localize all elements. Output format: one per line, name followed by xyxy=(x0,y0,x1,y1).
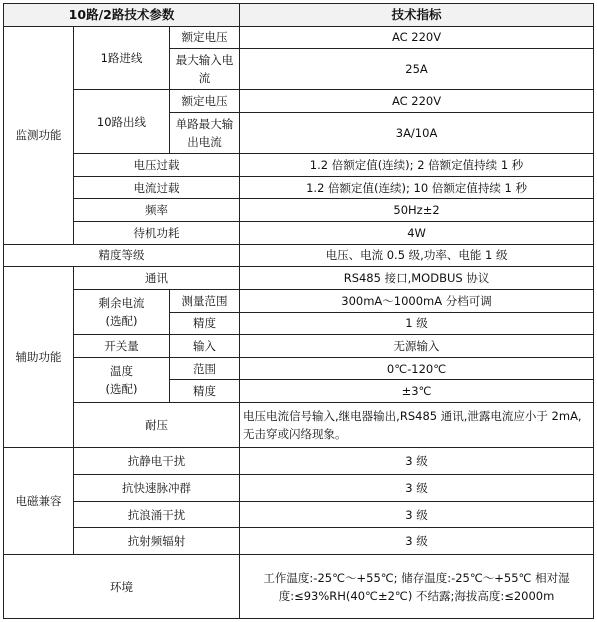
aux-label: 辅助功能 xyxy=(4,267,74,448)
out10-rated-voltage-name: 额定电压 xyxy=(170,90,240,113)
temp-range-name: 范围 xyxy=(170,357,240,380)
standby-power-value: 4W xyxy=(240,222,594,245)
withstand-value: 电压电流信号输入,继电器输出,RS485 通讯,泄露电流应小于 2mA,无击穿或闪络现象。 xyxy=(240,403,594,448)
header-spec: 技术指标 xyxy=(240,4,594,27)
env-value: 工作温度:-25℃～+55℃; 储存温度:-25℃～+55℃ 相对湿度:≤93%RH(40℃±2℃) 不结露;海拔高度:≤2000m xyxy=(240,555,594,619)
out10-max-current-value: 3A/10A xyxy=(240,113,594,154)
emc-esd-value: 3 级 xyxy=(240,448,594,475)
header-row xyxy=(4,4,594,27)
residual-label: 剩余电流 (选配) xyxy=(74,289,170,334)
accuracy-name: 精度等级 xyxy=(4,244,240,267)
voltage-overload-value: 1.2 倍额定值(连续); 2 倍额定值持续 1 秒 xyxy=(240,154,594,177)
temp-range-value: 0℃-120℃ xyxy=(240,357,594,380)
out10-max-current-name: 单路最大输出电流 xyxy=(170,113,240,154)
switch-input-name: 输入 xyxy=(170,335,240,358)
withstand-name: 耐压 xyxy=(74,403,240,448)
temp-label: 温度 (选配) xyxy=(74,357,170,402)
temp-accuracy-name: 精度 xyxy=(170,380,240,403)
frequency-name: 频率 xyxy=(74,199,240,222)
header-param: 10路/2路技术参数 xyxy=(4,4,240,27)
current-overload-name: 电流过载 xyxy=(74,176,240,199)
emc-label: 电磁兼容 xyxy=(4,448,74,555)
voltage-overload-name: 电压过载 xyxy=(74,154,240,177)
emc-surge-name: 抗浪涌干扰 xyxy=(74,501,240,528)
switch-label: 开关量 xyxy=(74,335,170,358)
in1-rated-voltage-name: 额定电压 xyxy=(170,26,240,49)
emc-eft-value: 3 级 xyxy=(240,474,594,501)
comm-name: 通讯 xyxy=(74,267,240,290)
emc-rf-value: 3 级 xyxy=(240,528,594,555)
temp-accuracy-value: ±3℃ xyxy=(240,380,594,403)
residual-range-name: 测量范围 xyxy=(170,289,240,312)
frequency-value: 50Hz±2 xyxy=(240,199,594,222)
emc-eft-name: 抗快速脉冲群 xyxy=(74,474,240,501)
current-overload-value: 1.2 倍额定值(连续); 10 倍额定值持续 1 秒 xyxy=(240,176,594,199)
comm-value: RS485 接口,MODBUS 协议 xyxy=(240,267,594,290)
in1-label: 1路进线 xyxy=(74,26,170,90)
out10-rated-voltage-value: AC 220V xyxy=(240,90,594,113)
accuracy-value: 电压、电流 0.5 级,功率、电能 1 级 xyxy=(240,244,594,267)
residual-accuracy-name: 精度 xyxy=(170,312,240,335)
standby-power-name: 待机功耗 xyxy=(74,222,240,245)
residual-range-value: 300mA～1000mA 分档可调 xyxy=(240,289,594,312)
emc-surge-value: 3 级 xyxy=(240,501,594,528)
residual-accuracy-value: 1 级 xyxy=(240,312,594,335)
env-name: 环境 xyxy=(4,555,240,619)
in1-max-current-name: 最大输入电流 xyxy=(170,49,240,90)
spec-table xyxy=(3,3,594,619)
emc-esd-name: 抗静电干扰 xyxy=(74,448,240,475)
in1-rated-voltage-value: AC 220V xyxy=(240,26,594,49)
monitor-label: 监测功能 xyxy=(4,26,74,244)
emc-rf-name: 抗射频辐射 xyxy=(74,528,240,555)
out10-label: 10路出线 xyxy=(74,90,170,154)
in1-max-current-value: 25A xyxy=(240,49,594,90)
switch-input-value: 无源输入 xyxy=(240,335,594,358)
